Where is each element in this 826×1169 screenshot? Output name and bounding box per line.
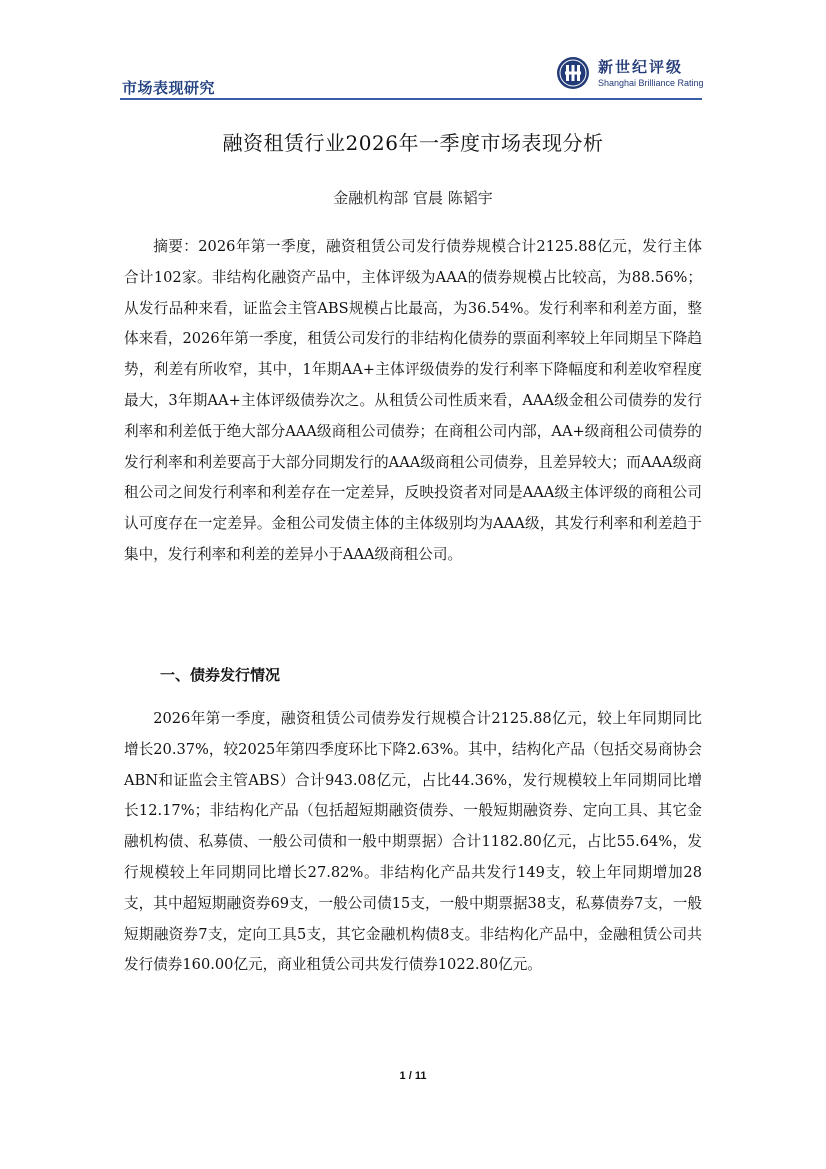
- logo-english-name: Shanghai Brilliance Rating: [598, 78, 704, 88]
- logo-name: 新世纪评级: [598, 58, 684, 76]
- abstract-paragraph: 摘要：2026年第一季度，融资租赁公司发行债券规模合计2125.88亿元，发行主体合计102家。非结构化融资产品中，主体评级为AAA的债券规模占比较高，为88.56%；从发行品种来看，证监会主管ABS规模占比最高，为36.54%。发行利率和利差方面，整体来看，2026年第一季度，租赁公司发行的非结构化债券的票面利率较上年同期呈下降趋势，利差有所收窄，其中，1年期AA+主体评级债券的发行利率下降幅度和利差收窄程度最大，3年期AA+主体评级债券次之。从租赁公司性质来看，AAA级金租公司债券的发行利率和利差低于绝大部分AAA级商租公司债券；在商租公司内部，AA+级商租公司债券的发行利率和利差要高于大部分同期发行的AAA级商租公司债券，且差异较大；而AAA级商租公司之间发行利率和利差存在一定差异，反映投资者对同是AAA级主体评级的商租公司认可度存在一定差异。金租公司发债主体的主体级别均为AAA级，其发行利率和利差趋于集中，发行利率和利差的差异小于AAA级商租公司。: [124, 238, 702, 563]
- document-title: 融资租赁行业2026年一季度市场表现分析: [222, 131, 604, 155]
- section-tag: 市场表现研究: [122, 79, 216, 97]
- page-header: [120, 48, 702, 100]
- section-heading: 一、债券发行情况: [160, 666, 281, 684]
- page-number: 1 / 11: [399, 1070, 427, 1082]
- section-body-paragraph: 2026年第一季度，融资租赁公司债券发行规模合计2125.88亿元，较上年同期同比增长20.37%，较2025年第四季度环比下降2.63%。其中，结构化产品（包括交易商协会ABN和证监会主管ABS）合计943.08亿元，占比44.36%，发行规模较上年同期同比增长12.17%；非结构化产品（包括超短期融资债券、一般短期融资券、定向工具、其它金融机构债、私募债、一般公司债和一般中期票据）合计1182.80亿元，占比55.64%，发行规模较上年同期同比增长27.82%。非结构化产品共发行149支，较上年同期增加28支，其中超短期融资券69支，一般公司债15支，一般中期票据38支，私募债券7支，一般短期融资券7支，定向工具5支，其它金融机构债8支。非结构化产品中，金融租赁公司共发行债券160.00亿元，商业租赁公司共发行债券1022.80亿元。: [124, 710, 702, 974]
- logo-emblem-icon: [556, 56, 590, 90]
- header-divider: [120, 98, 702, 100]
- document-authors: 金融机构部 官晨 陈韬宇: [333, 189, 493, 207]
- brand-logo: [556, 54, 702, 94]
